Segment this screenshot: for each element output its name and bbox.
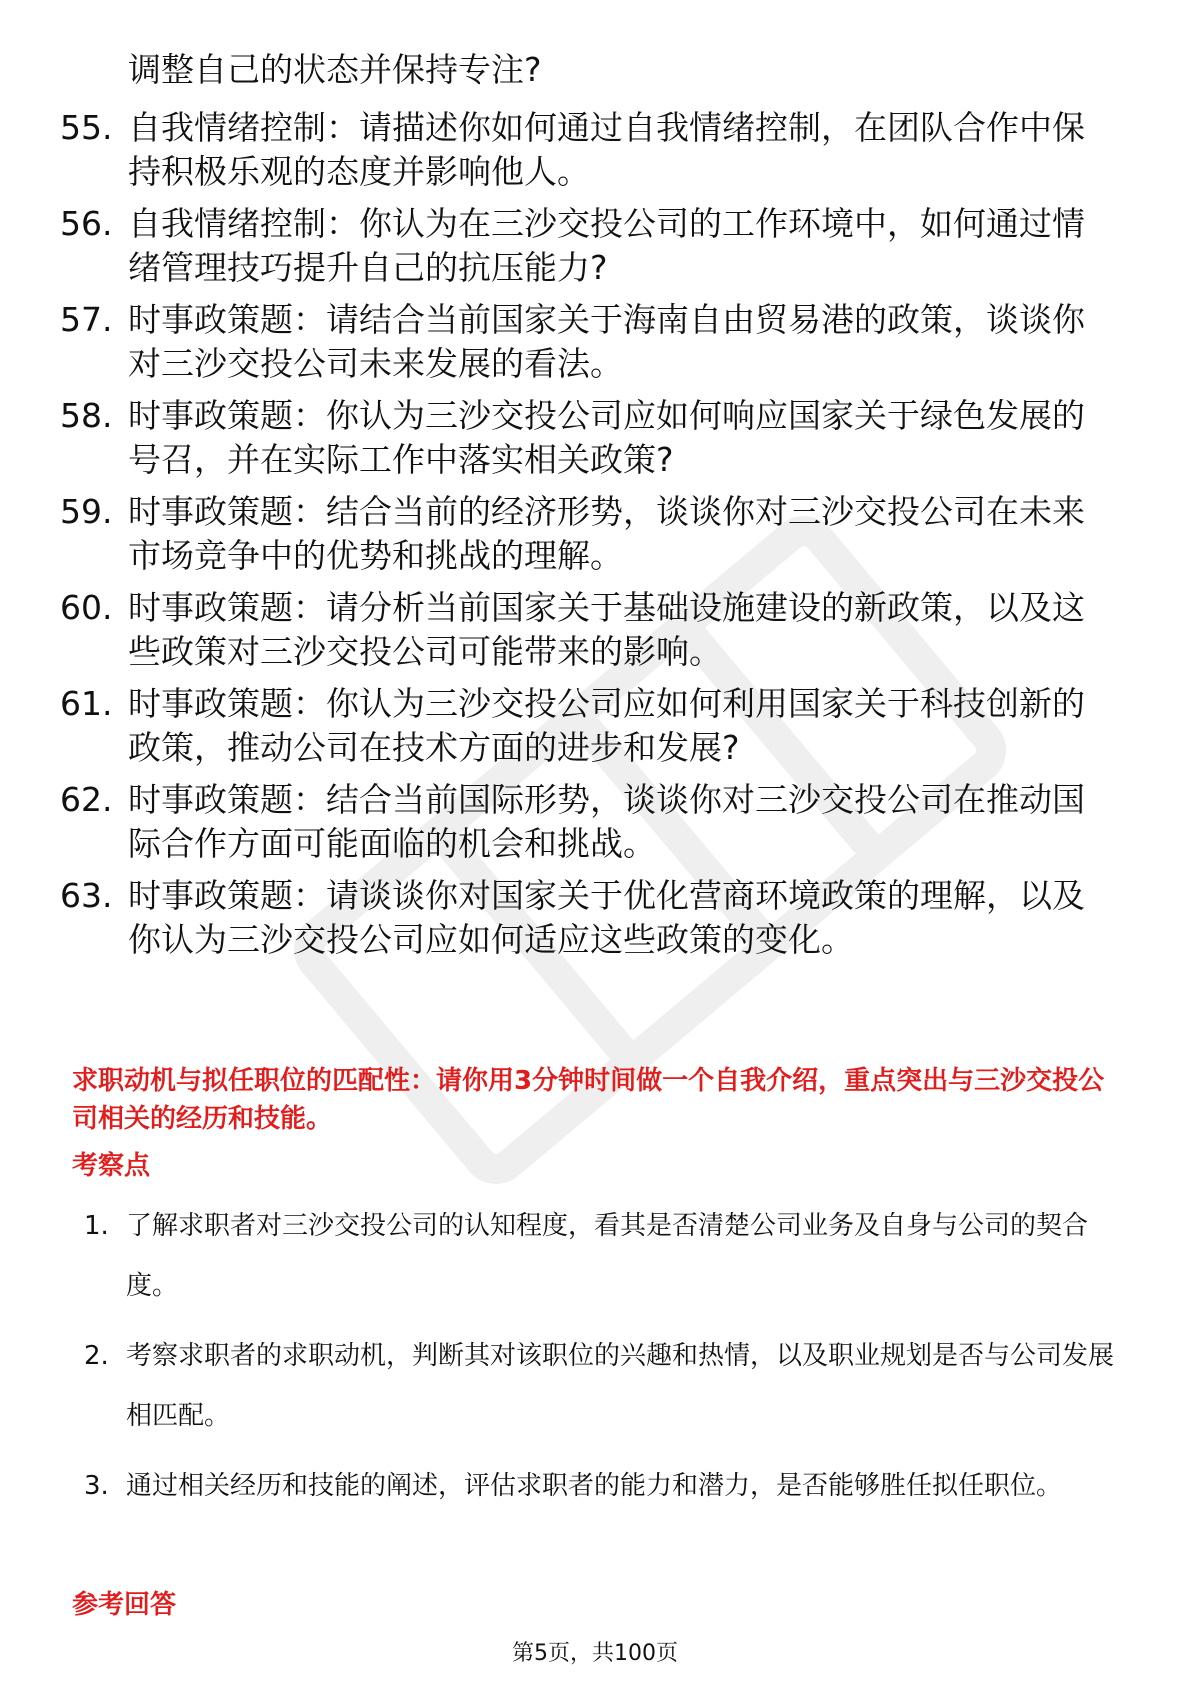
question-continuation: 调整自己的状态并保持专注? bbox=[128, 50, 542, 89]
question-text: 时事政策题：结合当前国际形势，谈谈你对三沙交投公司在推动国际合作方面可能面临的机会和挑战。 bbox=[128, 780, 1085, 863]
question-text: 时事政策题：请分析当前国家关于基础设施建设的新政策，以及这些政策对三沙交投公司可能带来的影响。 bbox=[128, 588, 1085, 671]
section-title-assessment: 考察点 bbox=[72, 1151, 151, 1181]
question-item bbox=[60, 778, 1120, 866]
question-number: 59. bbox=[60, 492, 113, 531]
point-text: 通过相关经历和技能的阐述，评估求职者的能力和潜力，是否能够胜任拟任职位。 bbox=[126, 1471, 1063, 1501]
question-number: 63. bbox=[60, 876, 113, 915]
featured-question: 求职动机与拟任职位的匹配性：请你用3分钟时间做一个自我介绍，重点突出与三沙交投公司相关的经历和技能。 bbox=[72, 1066, 1105, 1134]
section-title-answer: 参考回答 bbox=[72, 1590, 177, 1620]
assessment-point bbox=[84, 1196, 1124, 1316]
point-text: 考察求职者的求职动机，判断其对该职位的兴趣和热情，以及职业规划是否与公司发展相匹配。 bbox=[126, 1341, 1115, 1431]
question-item bbox=[60, 586, 1120, 674]
assessment-point bbox=[84, 1326, 1124, 1446]
question-item bbox=[60, 202, 1120, 290]
question-number: 56. bbox=[60, 204, 113, 243]
question-text: 时事政策题：结合当前的经济形势，谈谈你对三沙交投公司在未来市场竞争中的优势和挑战的理解。 bbox=[128, 492, 1085, 575]
question-number: 57. bbox=[60, 300, 113, 339]
point-text: 了解求职者对三沙交投公司的认知程度，看其是否清楚公司业务及自身与公司的契合度。 bbox=[126, 1211, 1089, 1301]
question-item bbox=[60, 682, 1120, 770]
question-text: 自我情绪控制：请描述你如何通过自我情绪控制，在团队合作中保持积极乐观的态度并影响他人。 bbox=[128, 108, 1085, 191]
question-text: 时事政策题：请结合当前国家关于海南自由贸易港的政策，谈谈你对三沙交投公司未来发展的看法。 bbox=[128, 300, 1085, 383]
point-number: 2. bbox=[84, 1341, 109, 1371]
question-item bbox=[60, 490, 1120, 578]
question-text: 自我情绪控制：你认为在三沙交投公司的工作环境中，如何通过情绪管理技巧提升自己的抗压能力? bbox=[128, 204, 1085, 287]
question-item bbox=[60, 394, 1120, 482]
point-number: 3. bbox=[84, 1471, 109, 1501]
question-item bbox=[60, 106, 1120, 194]
question-text: 时事政策题：你认为三沙交投公司应如何利用国家关于科技创新的政策，推动公司在技术方面的进步和发展? bbox=[128, 684, 1085, 767]
question-number: 55. bbox=[60, 108, 113, 147]
question-number: 58. bbox=[60, 396, 113, 435]
question-item bbox=[60, 874, 1120, 962]
page-number-footer: 第5页，共100页 bbox=[512, 1641, 678, 1666]
question-number: 61. bbox=[60, 684, 113, 723]
question-text: 时事政策题：请谈谈你对国家关于优化营商环境政策的理解，以及你认为三沙交投公司应如何适应这些政策的变化。 bbox=[128, 876, 1085, 959]
assessment-point bbox=[84, 1456, 1124, 1516]
question-number: 62. bbox=[60, 780, 113, 819]
point-number: 1. bbox=[84, 1211, 109, 1241]
question-item bbox=[60, 298, 1120, 386]
question-number: 60. bbox=[60, 588, 113, 627]
question-text: 时事政策题：你认为三沙交投公司应如何响应国家关于绿色发展的号召，并在实际工作中落实相关政策? bbox=[128, 396, 1085, 479]
